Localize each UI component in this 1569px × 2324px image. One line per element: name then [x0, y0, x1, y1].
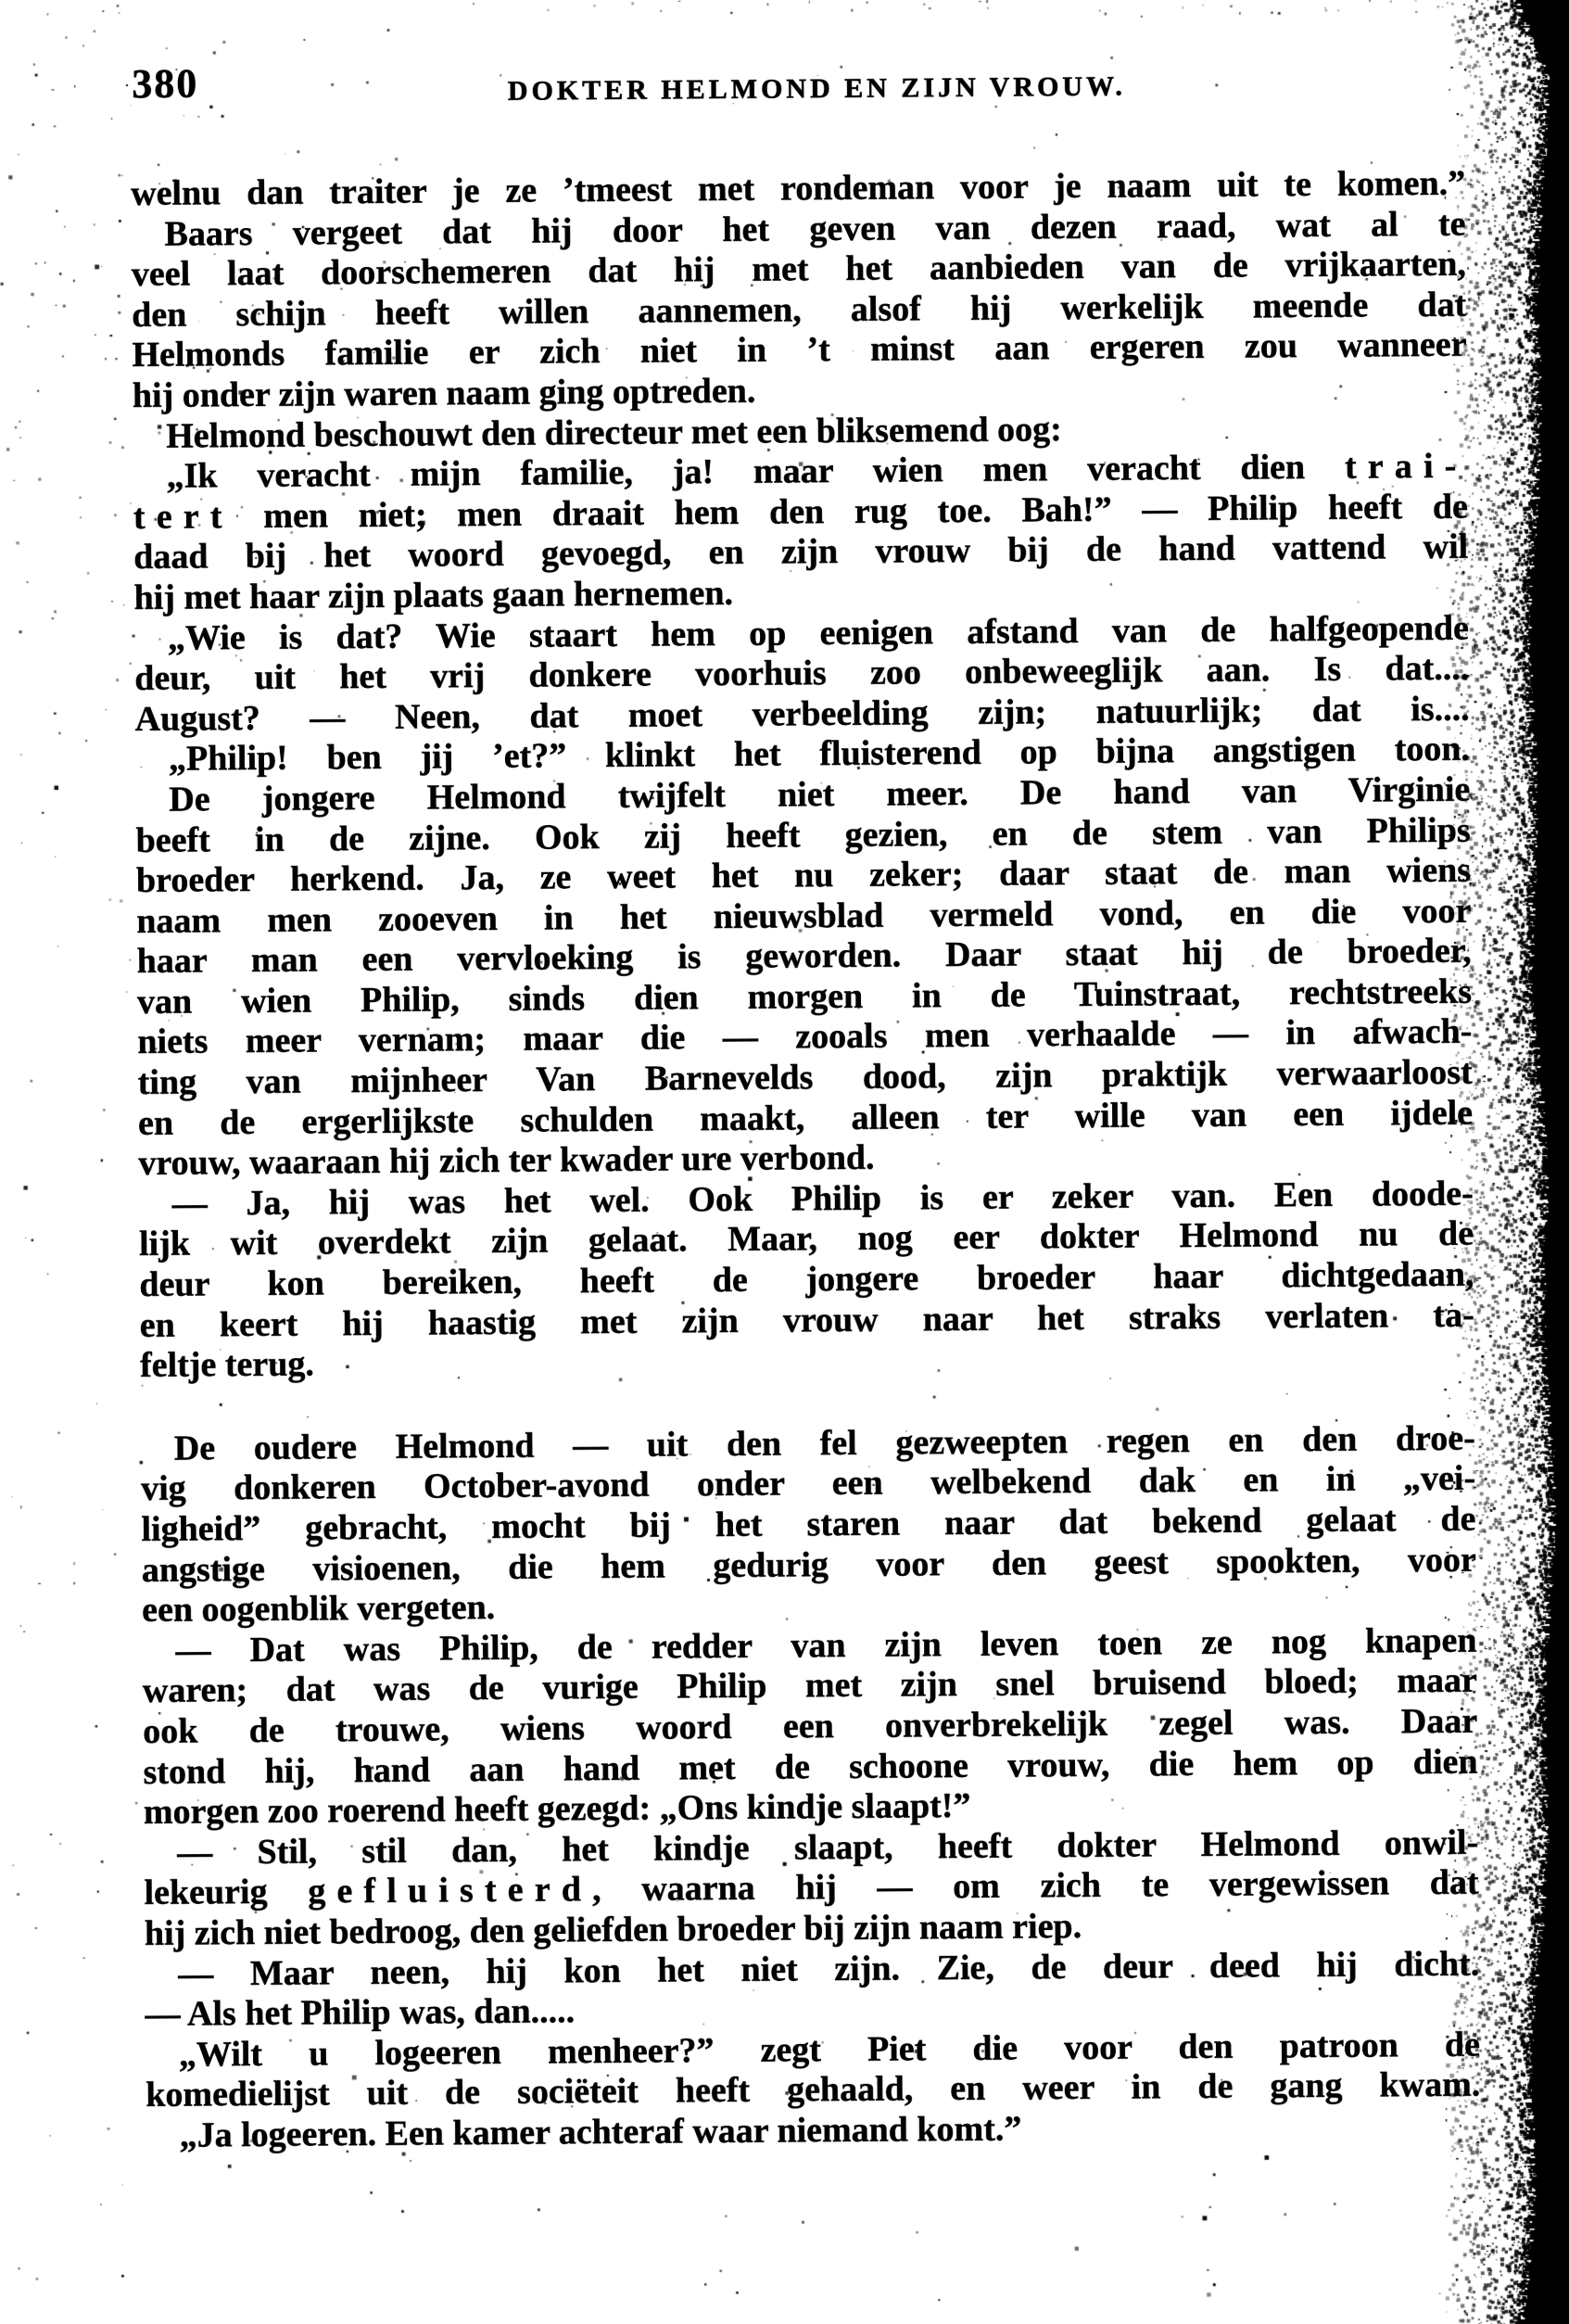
text-line: hij met haar zijn plaats gaan hernemen.: [133, 573, 734, 617]
letterspaced-word: gefluisterd: [308, 1870, 593, 1911]
text-line: komedielijst uit de sociëteit heeft gehaald, en weer in de gang kwam.: [146, 2064, 1481, 2115]
paragraph: [133, 447, 1468, 619]
paragraph: [135, 770, 1473, 1185]
text-line: haar man een vervloeking is geworden. Daar staat hij de broeder,: [136, 931, 1472, 982]
text-line: De jongere Helmond twijfelt niet meer. De hand van Virginie: [169, 769, 1471, 819]
text-line: niets meer vernam; maar die — zooals men verhaalde — in afwach-: [137, 1012, 1473, 1062]
page-number: 380: [132, 60, 199, 107]
text-line: stond hij, hand aan hand met de schoone vrouw, die hem op dien: [143, 1742, 1478, 1792]
text-line: hij onder zijn waren naam ging optreden.: [132, 371, 756, 415]
text-line: beeft in de zijne. Ook zij heeft gezien, en de stem van Philips: [135, 810, 1471, 860]
page-content: [130, 43, 1481, 2157]
text-line: — Maar neen, hij kon het niet zijn. Zie, de deur deed hij dicht.: [178, 1944, 1480, 1994]
text-line: daad bij het woord gevoegd, en zijn vrouw bij de hand vattend wil: [133, 527, 1469, 578]
text-line: angstige visioenen, die hem gedurig voor den geest spookten, voor: [141, 1540, 1476, 1590]
text-line: deur, uit het vrij donkere voorhuis zoo onbeweeglijk aan. Is dat....: [134, 648, 1470, 699]
paragraph: [144, 1822, 1479, 1954]
text-line: den schijn heeft willen aannemen, alsof hij werkelijk meende dat: [132, 285, 1467, 335]
text-line: „Philip! ben jij ’et?” klinkt het fluisterend op bijna angstigen toon.: [168, 729, 1471, 780]
text-line: waren; dat was de vurige Philip met zijn snel bruisend bloed; maar: [142, 1661, 1478, 1711]
text-line: vig donkeren October-avond onder een welbekend dak en in „vei-: [141, 1459, 1476, 1509]
letterspaced-word: tert: [133, 496, 234, 537]
text-line: lijk wit overdekt zijn gelaat. Maar, nog eer dokter Helmond nu de: [138, 1214, 1474, 1264]
text-line: en de ergerlijkste schulden maakt, alleen ter wille van een ijdele: [137, 1093, 1474, 1143]
text-line: feltje terug.: [139, 1344, 315, 1386]
paragraph: [139, 1174, 1475, 1386]
text-line: — Dat was Philip, de redder van zijn leven toen ze nog knapen: [175, 1620, 1477, 1670]
text-line: De oudere Helmond — uit den fel gezweepten regen en den droe-: [173, 1418, 1475, 1468]
text-line: ook de trouwe, wiens woord een onverbrekelijk zegel was. Daar: [143, 1701, 1478, 1751]
text-line: — Als het Philip was, dan.....: [145, 1991, 576, 2035]
paragraph: [142, 1620, 1478, 1833]
text-line: Helmonds familie er zich niet in ’t minst aan ergeren zou wanneer: [132, 325, 1467, 375]
text-line: Baars vergeet dat hij door het geven van dezen raad, wat al te: [164, 204, 1466, 254]
text-line: „Wilt u logeeren menheer?” zegt Piet die voor den patroon de: [178, 2025, 1481, 2075]
text-line: — Stil, stil dan, het kindje slaapt, heeft dokter Helmond onwil-: [177, 1822, 1479, 1873]
text-line: tert men niet; men draait hem den rug toe. Bah!” — Philip heeft de: [133, 487, 1469, 537]
text-line: „Ja logeeren. Een kamer achteraf waar niemand komt.”: [179, 2109, 1022, 2155]
text-line: Helmond beschouwt den directeur met een bliksemend oog:: [166, 409, 1062, 456]
text-line: ting van mijnheer Van Barnevelds dood, zijn praktijk verwaarloost: [137, 1052, 1473, 1103]
text-line: deur kon bereiken, heeft de jongere broeder haar dichtgedaan,: [139, 1254, 1474, 1304]
text-line: — Ja, hij was het wel. Ook Philip is er zeker van. Een doode-: [171, 1174, 1474, 1224]
text-line: ligheid” gebracht, mocht bij het staren naar dat bekend gelaat de: [141, 1499, 1476, 1549]
page-text: [131, 164, 1481, 2157]
running-title: DOKTER HELMOND EN ZIJN VROUW.: [507, 70, 1126, 107]
text-line: naam men zooeven in het nieuwsblad vermeld vond, en die voor: [136, 891, 1472, 941]
text-line: van wien Philip, sinds dien morgen in de Tuinstraat, rechtstreeks: [136, 972, 1473, 1022]
text-line: August? — Neen, dat moet verbeelding zijn; natuurlijk; dat is....: [134, 689, 1470, 739]
text-line: vrouw, waaraan hij zich ter kwader ure verbond.: [138, 1137, 875, 1184]
text-line: veel laat doorschemeren dat hij met het aanbieden van de vrijkaarten,: [131, 244, 1466, 295]
text-line: een oogenblik vergeten.: [142, 1588, 496, 1631]
text-line: en keert hij haastig met zijn vrouw naar het straks verlaten ta-: [139, 1295, 1474, 1345]
text-line: „Ik veracht mijn familie, ja! maar wien men veracht dien trai-: [166, 446, 1468, 496]
text-line: lekeurig gefluisterd, waarna hij — om zich te vergewissen dat: [144, 1862, 1479, 1913]
text-line: hij zich niet bedroog, den geliefden broeder bij zijn naam riep.: [144, 1906, 1082, 1953]
page-header: [130, 43, 1465, 121]
text-line: morgen zoo roerend heeft gezegd: „Ons kindje slaapt!”: [143, 1786, 971, 1833]
text-line: broeder herkend. Ja, ze weet het nu zeker; daar staat de man wiens: [135, 850, 1472, 901]
letterspaced-word: trai-: [1344, 446, 1468, 487]
paragraph: [141, 1418, 1477, 1631]
paragraph: [134, 608, 1470, 740]
paragraph: [131, 204, 1467, 416]
paragraph: [146, 2025, 1481, 2115]
text-line: welnu dan traiter je ze ’tmeest met rondeman voor je naam uit te komen.”: [131, 163, 1466, 213]
text-line: „Wie is dat? Wie staart hem op eenigen afstand van de halfgeopende: [167, 608, 1470, 658]
